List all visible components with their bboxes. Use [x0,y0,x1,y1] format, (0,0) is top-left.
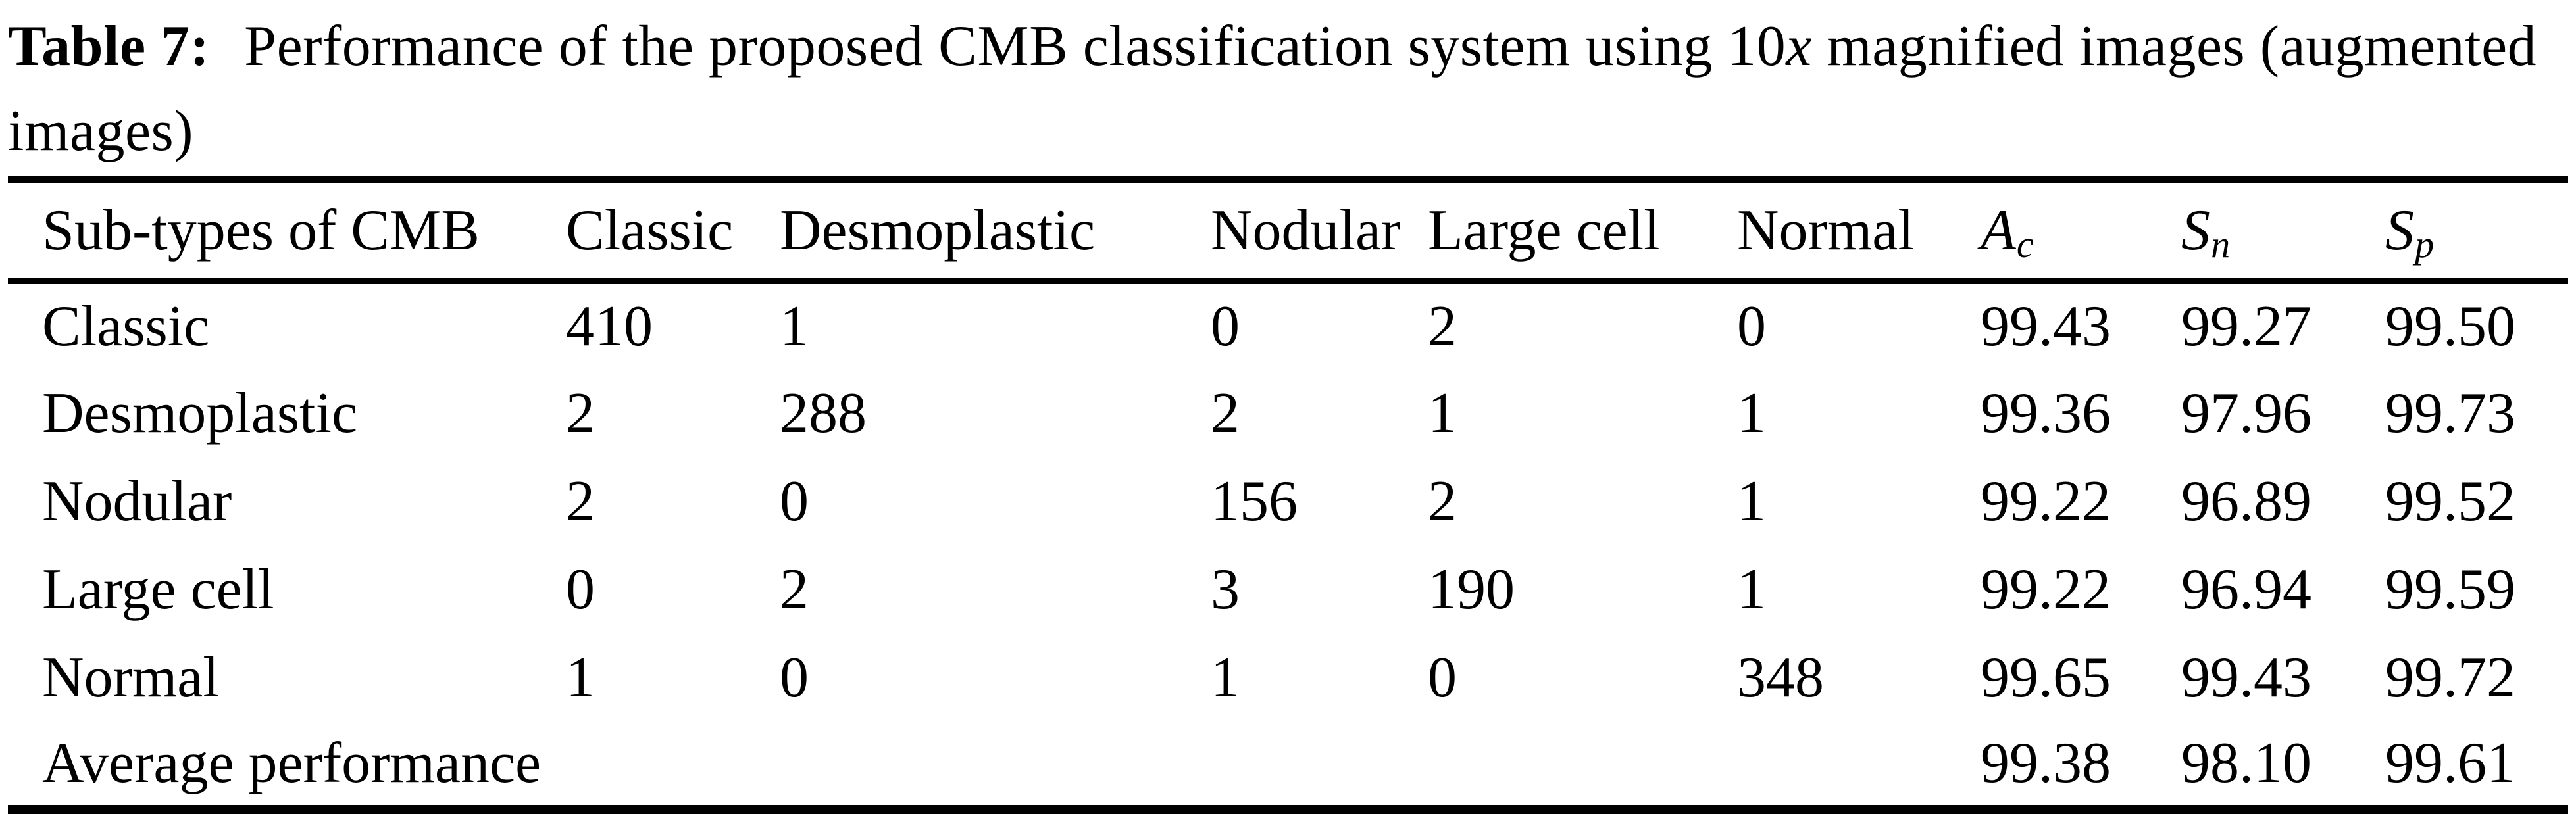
data-cell: 156 [1211,469,1298,533]
header-text: Nodular [1211,198,1401,262]
data-cell: 1 [1428,381,1457,445]
row-label-cell: Nodular [42,469,232,533]
header-subscript: n [2211,223,2231,266]
data-cell: 2 [1211,381,1240,445]
performance-table [8,176,2568,815]
data-cell: 2 [1428,469,1457,533]
data-cell: 0 [1737,294,1766,358]
data-cell: 1 [1211,645,1240,710]
table-row-average [8,721,2568,810]
data-cell [1428,721,1737,810]
data-cell: 2 [566,381,595,445]
data-cell: 348 [1737,645,1824,710]
data-cell: 96.94 [2181,557,2311,621]
data-cell [566,721,780,810]
data-cell: 3 [1211,557,1240,621]
data-cell [780,721,1211,810]
table-row-nodular [8,457,2568,545]
header-text: Desmoplastic [780,198,1096,262]
row-label-cell: Average performance [42,731,542,796]
column-header-specificity [2385,179,2568,281]
header-text: Large cell [1428,198,1660,262]
data-cell: 410 [566,294,653,358]
data-cell: 1 [780,294,809,358]
header-row [8,179,2568,281]
data-cell: 99.52 [2385,469,2515,533]
column-header-subtypes [8,179,566,281]
data-cell: 1 [1737,381,1766,445]
caption-text-before: Performance of the proposed CMB classification system using 10 [244,14,1786,78]
column-header-classic [566,179,780,281]
data-cell: 0 [566,557,595,621]
data-cell: 99.65 [1981,645,2111,710]
data-cell: 99.50 [2385,294,2515,358]
data-cell: 96.89 [2181,469,2311,533]
data-cell: 1 [1737,469,1766,533]
header-subscript: p [2415,223,2435,266]
caption-label: Table 7: [8,14,210,78]
column-header-nodular [1211,179,1428,281]
data-cell: 99.72 [2385,645,2515,710]
header-symbol: S [2385,198,2414,262]
table-row-classic [8,281,2568,369]
data-cell: 99.38 [1981,731,2111,796]
data-cell [1211,721,1428,810]
data-cell: 99.59 [2385,557,2515,621]
data-cell: 2 [780,557,809,621]
data-cell [1737,721,1981,810]
data-cell: 2 [566,469,595,533]
data-cell: 190 [1428,557,1515,621]
row-label-cell: Classic [42,294,210,358]
row-label-cell: Normal [42,645,219,710]
header-text: Classic [566,198,734,262]
column-header-desmoplastic [780,179,1211,281]
data-cell: 99.22 [1981,557,2111,621]
data-cell: 99.22 [1981,469,2111,533]
data-cell: 99.61 [2385,731,2515,796]
row-label-cell: Desmoplastic [42,381,358,445]
data-cell: 97.96 [2181,381,2311,445]
data-cell: 99.43 [2181,645,2311,710]
header-subscript: c [2016,223,2034,266]
data-cell: 99.73 [2385,381,2515,445]
table-caption [8,4,2568,174]
data-cell: 99.43 [1981,294,2111,358]
column-header-accuracy [1981,179,2181,281]
table-row-large-cell [8,545,2568,633]
data-cell: 99.36 [1981,381,2111,445]
header-text: Sub-types of CMB [42,198,480,262]
column-header-large-cell [1428,179,1737,281]
column-header-sensitivity [2181,179,2385,281]
data-cell: 1 [566,645,595,710]
header-text: Normal [1737,198,1914,262]
data-cell: 0 [1428,645,1457,710]
header-symbol: S [2181,198,2210,262]
data-cell: 0 [780,645,809,710]
table-row-desmoplastic [8,369,2568,457]
row-label-cell: Large cell [42,557,274,621]
data-cell: 0 [780,469,809,533]
caption-text-after: magnified images (augmented images) [8,14,2537,164]
data-cell: 1 [1737,557,1766,621]
data-cell: 2 [1428,294,1457,358]
caption-italic-x: x [1786,14,1812,78]
table-row-normal [8,633,2568,721]
data-cell: 99.27 [2181,294,2311,358]
header-symbol: A [1981,198,2016,262]
data-cell: 0 [1211,294,1240,358]
data-cell: 98.10 [2181,731,2311,796]
column-header-normal [1737,179,1981,281]
data-cell: 288 [780,381,867,445]
